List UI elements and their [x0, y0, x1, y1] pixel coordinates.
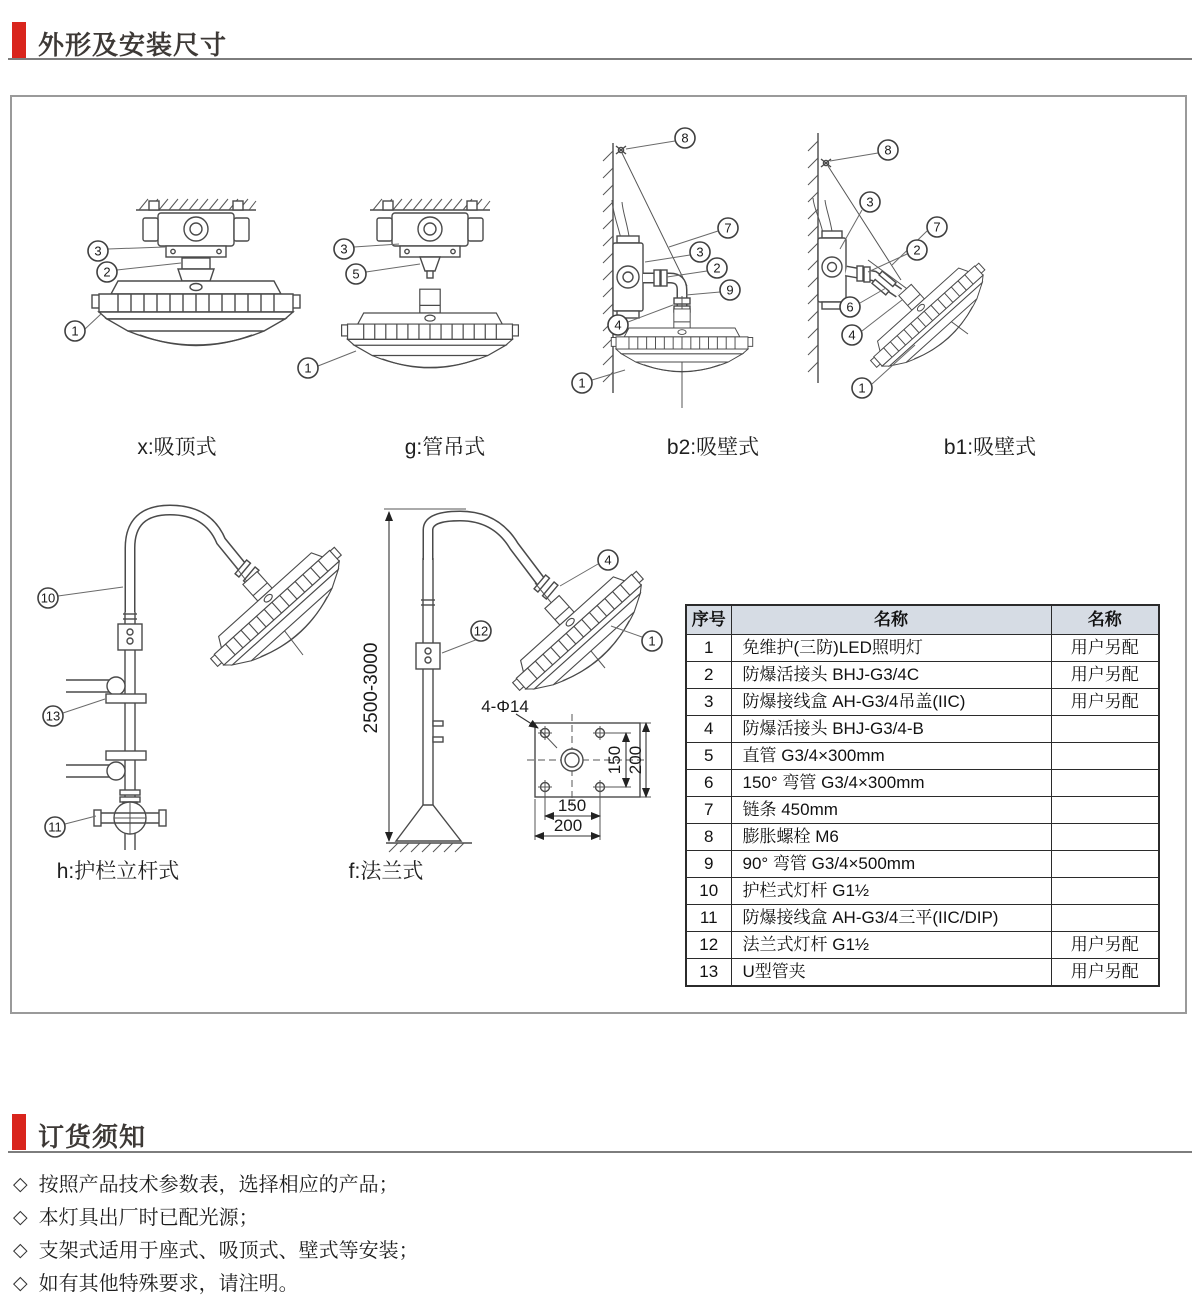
svg-text:7: 7: [933, 219, 941, 235]
diagram-g-pendant: [298, 199, 518, 378]
caption-g-pendant: g:管吊式: [404, 436, 486, 459]
diamond-bullet-icon: ◇: [13, 1273, 28, 1294]
table-row: 1 免维护(三防)LED照明灯 用户另配: [686, 635, 1159, 662]
note-text: 支架式适用于座式、吸顶式、壁式等安装；: [38, 1240, 419, 1262]
callout-1: [65, 321, 85, 341]
callout-8: [878, 140, 898, 160]
svg-text:1: 1: [858, 380, 866, 396]
svg-text:2: 2: [913, 242, 921, 258]
table-row: 9 90° 弯管 G3/4×500mm: [686, 851, 1159, 878]
svg-text:3: 3: [696, 244, 704, 260]
svg-text:11: 11: [48, 819, 62, 835]
callout-9: [720, 280, 740, 300]
table-row: 8 膨胀螺栓 M6: [686, 824, 1159, 851]
caption-b1-wall: b1:吸壁式: [943, 436, 1037, 459]
page-title: 外形及安装尺寸: [38, 30, 228, 60]
svg-text:12: 12: [473, 623, 489, 639]
callout-12: [471, 621, 491, 641]
plate-dim-200: 200: [553, 816, 583, 835]
callout-6: [840, 297, 860, 317]
svg-text:6: 6: [846, 299, 854, 315]
svg-text:3: 3: [340, 241, 348, 257]
table-row: 5 直管 G3/4×300mm: [686, 743, 1159, 770]
diagram-b2-wall: [572, 128, 753, 408]
svg-text:2: 2: [103, 264, 111, 280]
svg-text:10: 10: [40, 590, 56, 606]
plate-bolt-label: 4-Φ14: [481, 697, 529, 716]
diagram-b1-wall: [808, 133, 1002, 398]
callout-7: [927, 217, 947, 237]
ordering-notes: [13, 1174, 1113, 1306]
callout-4: [842, 325, 862, 345]
list-item: [13, 1240, 1113, 1262]
section-accent-bar: [12, 1114, 26, 1150]
table-row: 12 法兰式灯杆 G1½ 用户另配: [686, 932, 1159, 959]
callout-10: [38, 588, 58, 608]
callout-11: [45, 817, 65, 837]
callout-2: [97, 262, 117, 282]
note-text: 如有其他特殊要求，请注明。: [38, 1273, 299, 1295]
list-item: [13, 1207, 1113, 1229]
svg-text:3: 3: [94, 243, 102, 259]
col-header-name: 名称: [731, 605, 1051, 635]
callout-3: [88, 241, 108, 261]
parts-table: [685, 604, 1160, 987]
callout-1: [298, 358, 318, 378]
callout-1: [852, 378, 872, 398]
callout-13: [43, 706, 63, 726]
svg-text:4: 4: [614, 317, 622, 333]
diagram-h-guardrail: [38, 510, 361, 850]
callout-1: [642, 631, 662, 651]
svg-text:1: 1: [304, 360, 312, 376]
parts-table-header-row: [686, 605, 1159, 635]
callout-7: [718, 218, 738, 238]
table-row: 13 U型管夹 用户另配: [686, 959, 1159, 987]
svg-text:4: 4: [848, 327, 856, 343]
caption-h-guardrail: h:护栏立杆式: [56, 860, 180, 883]
svg-text:8: 8: [681, 130, 689, 146]
caption-x-ceiling: x:吸顶式: [137, 436, 217, 459]
svg-text:1: 1: [648, 633, 656, 649]
section-divider: [8, 1151, 1192, 1153]
svg-text:1: 1: [578, 375, 586, 391]
list-item: [13, 1174, 1113, 1196]
list-item: [13, 1273, 1113, 1295]
diagram-f-flange: [361, 509, 663, 852]
svg-text:13: 13: [45, 708, 61, 724]
col-header-note: 名称: [1051, 605, 1159, 635]
plate-dim-200-v: 200: [626, 745, 645, 775]
callout-4: [608, 315, 628, 335]
table-row: 11 防爆接线盒 AH-G3/4三平(IIC/DIP): [686, 905, 1159, 932]
diamond-bullet-icon: ◇: [13, 1207, 28, 1228]
callout-1: [572, 373, 592, 393]
callout-8: [675, 128, 695, 148]
table-row: 6 150° 弯管 G3/4×300mm: [686, 770, 1159, 797]
ordering-section-title: 订货须知: [38, 1122, 147, 1152]
note-text: 按照产品技术参数表，选择相应的产品；: [38, 1174, 399, 1196]
callout-3: [860, 192, 880, 212]
callout-5: [346, 264, 366, 284]
svg-text:8: 8: [884, 142, 892, 158]
table-row: 4 防爆活接头 BHJ-G3/4-B: [686, 716, 1159, 743]
callout-3: [334, 239, 354, 259]
svg-text:7: 7: [724, 220, 732, 236]
callout-2: [707, 258, 727, 278]
diamond-bullet-icon: ◇: [13, 1174, 28, 1195]
table-row: 2 防爆活接头 BHJ-G3/4C 用户另配: [686, 662, 1159, 689]
diagram-x-ceiling: [65, 199, 300, 346]
diamond-bullet-icon: ◇: [13, 1240, 28, 1261]
plate-dim-150-v: 150: [605, 745, 624, 775]
caption-b2-wall: b2:吸壁式: [666, 436, 760, 459]
svg-text:9: 9: [726, 282, 734, 298]
col-header-no: 序号: [686, 605, 731, 635]
callout-2: [907, 240, 927, 260]
pole-height-dim: 2500-3000: [361, 642, 382, 734]
svg-text:1: 1: [71, 323, 79, 339]
svg-text:4: 4: [604, 552, 612, 568]
table-row: 3 防爆接线盒 AH-G3/4吊盖(IIC) 用户另配: [686, 689, 1159, 716]
callout-4: [598, 550, 618, 570]
caption-f-flange: f:法兰式: [348, 860, 424, 883]
table-row: 7 链条 450mm: [686, 797, 1159, 824]
table-row: 10 护栏式灯杆 G1½: [686, 878, 1159, 905]
note-text: 本灯具出厂时已配光源；: [38, 1207, 259, 1229]
svg-text:2: 2: [713, 260, 721, 276]
svg-text:5: 5: [352, 266, 360, 282]
svg-text:3: 3: [866, 194, 874, 210]
callout-3: [690, 242, 710, 262]
plate-dim-150: 150: [557, 796, 587, 815]
